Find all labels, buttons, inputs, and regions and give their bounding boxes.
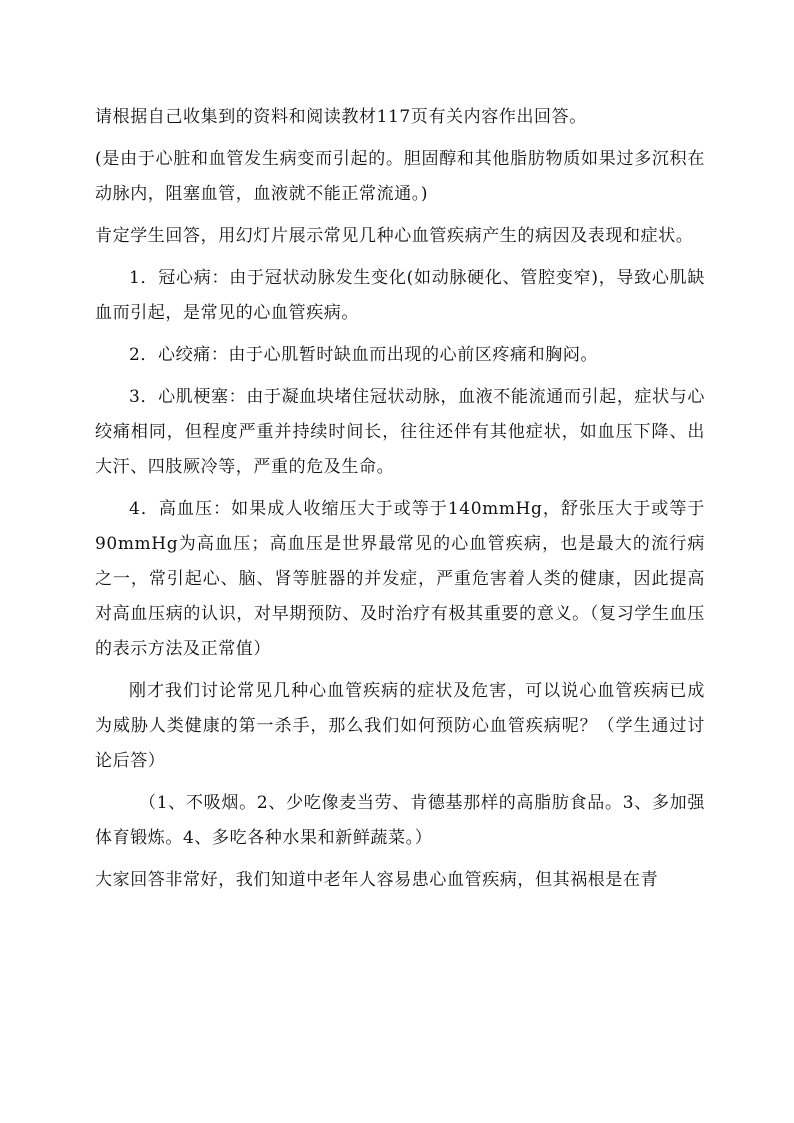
paragraph-prevention-answers: （1、不吸烟。2、少吃像麦当劳、肯德基那样的高脂肪食品。3、多加强体育锻炼。4、多吃各种水果和新鲜蔬菜。） (95, 793, 705, 848)
paragraph-hypertension: 4．高血压：如果成人收缩压大于或等于140mmHg，舒张压大于或等于90mmHg为高血压；高血压是世界最常见的心血管疾病，也是最大的流行病之一，常引起心、脑、肾等脏器的并发症，严重危害着人类的健康，因此提高对高血压病的认识，对早期预防、及时治疗有极其重要的意义。（复习学生血压的表示方法及正常值） (95, 499, 705, 659)
document-page (95, 100, 705, 905)
paragraph-instruction: 请根据自己收集到的资料和阅读教材117页有关内容作出回答。 (95, 107, 587, 127)
paragraph-prevention-question: 刚才我们讨论常见几种心血管疾病的症状及危害，可以说心血管疾病已成为威胁人类健康的第一杀手，那么我们如何预防心血管疾病呢？（学生通过讨论后答） (95, 681, 705, 771)
paragraph-slide-intro: 肯定学生回答，用幻灯片展示常见几种心血管疾病产生的病因及表现和症状。 (95, 226, 694, 246)
paragraph-myocardial-infarction: 3．心肌梗塞：由于凝血块堵住冠状动脉，血液不能流通而引起，症状与心绞痛相同，但程度严重并持续时间长，往往还伴有其他症状，如血压下降、出大汗、四肢厥冷等，严重的危及生命。 (95, 387, 705, 477)
paragraph-answer-cause: (是由于心脏和血管发生病变而引起的。胆固醇和其他脂肪物质如果过多沉积在动脉内，阻塞血管，血液就不能正常流通。) (95, 149, 705, 204)
paragraph-closing: 大家回答非常好，我们知道中老年人容易患心血管疾病，但其祸根是在青 (95, 870, 659, 890)
paragraph-coronary-disease: 1．冠心病：由于冠状动脉发生变化(如动脉硬化、管腔变窄)，导致心肌缺血而引起，是常见的心血管疾病。 (95, 268, 705, 323)
paragraph-angina: 2．心绞痛：由于心肌暂时缺血而出现的心前区疼痛和胸闷。 (129, 345, 599, 365)
